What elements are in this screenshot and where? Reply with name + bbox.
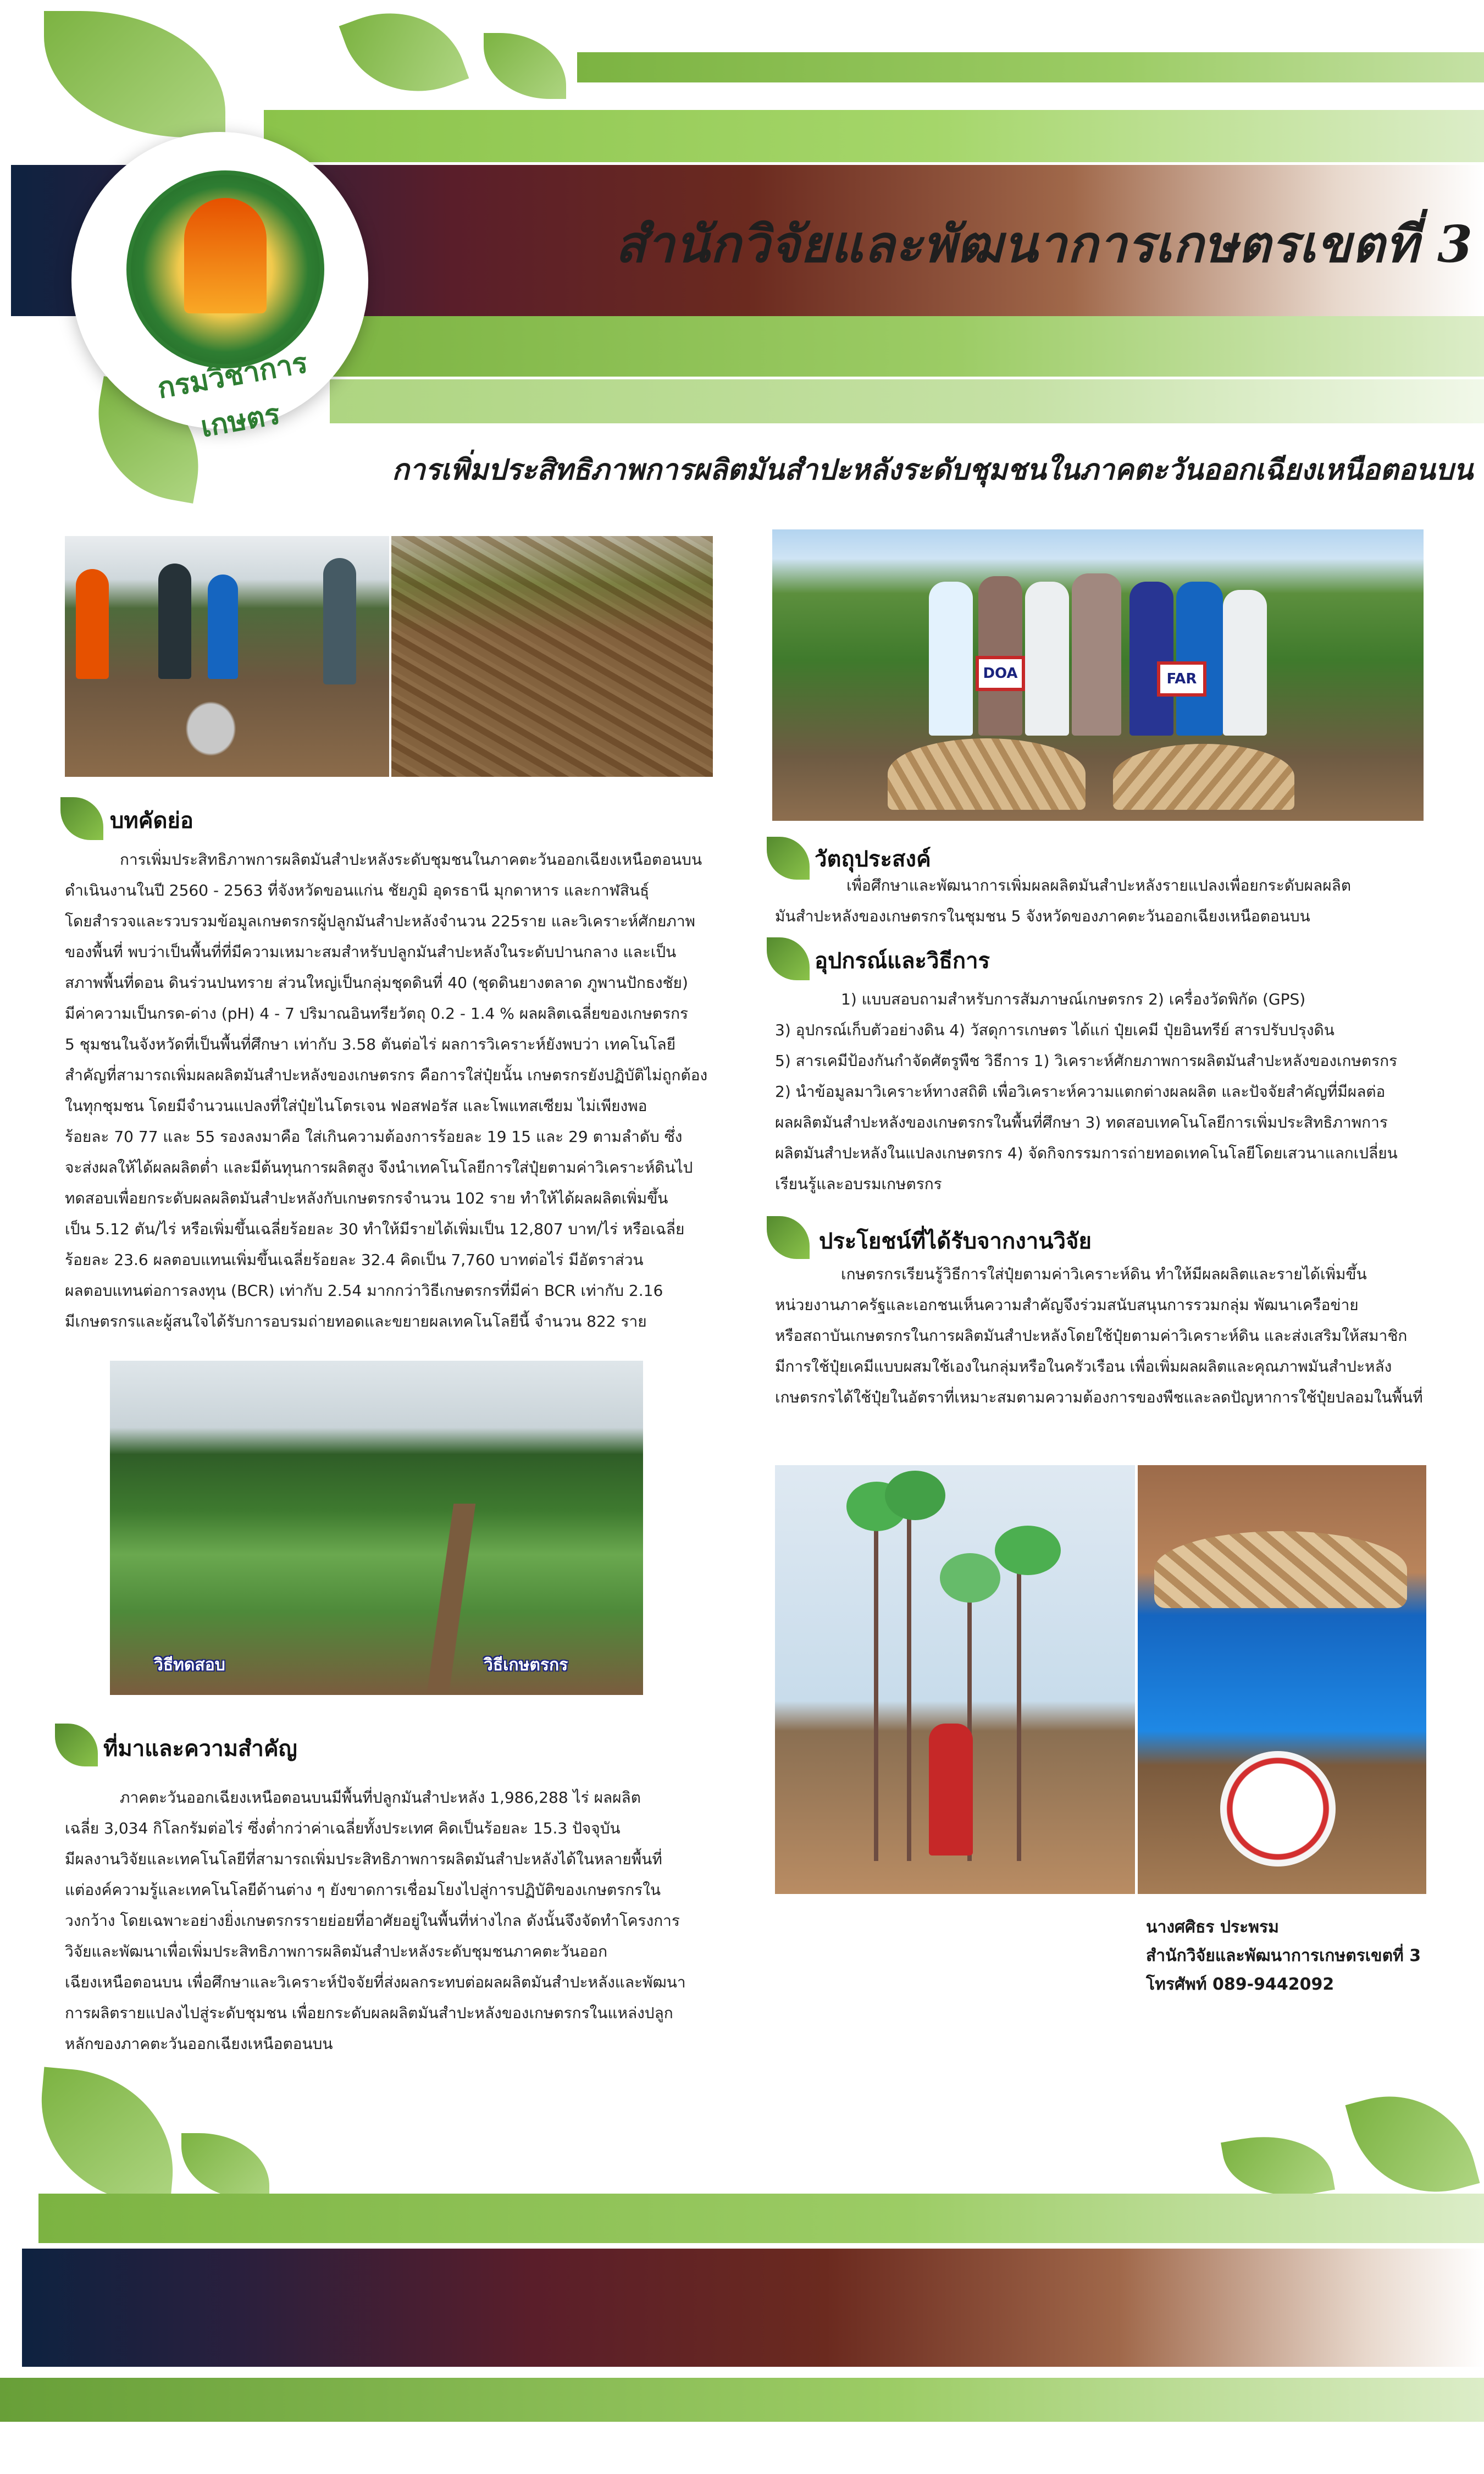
text-line: ของพื้นที่ พบว่าเป็นพื้นที่ที่มีความเหมาะสมสำหรับปลูกมันสำปะหลังในระดับปานกลาง และเป็น	[65, 943, 677, 961]
section-leaf-icon	[60, 797, 103, 840]
text-line: แต่องค์ความรู้และเทคโนโลยีด้านต่าง ๆ ยังขาดการเชื่อมโยงไปสู่การปฏิบัติของเกษตรกรใน	[65, 1881, 661, 1899]
text-line: สำคัญที่สามารถเพิ่มผลผลิตมันสำปะหลังของเกษตรกร คือการใส่ปุ๋ยนั้น เกษตรกรยังปฏิบัติไม่ถูกต้อง	[65, 1066, 708, 1084]
person-figure	[208, 575, 238, 679]
cassava-pile	[1113, 744, 1294, 810]
text-line: หลักของภาคตะวันออกเฉียงเหนือตอนบน	[65, 2035, 333, 2053]
header-stripe	[577, 52, 1484, 82]
text-line: เกษตรกรได้ใช้ปุ๋ยในอัตราที่เหมาะสมตามความต้องการของพืชและลดปัญหาการใช้ปุ๋ยปลอมในพื้นที่	[775, 1388, 1423, 1406]
sign-far: FAR	[1157, 661, 1206, 697]
text-line: การเพิ่มประสิทธิภาพการผลิตมันสำปะหลังระดับชุมชนในภาคตะวันออกเฉียงเหนือตอนบน	[120, 851, 702, 869]
benefits-text	[775, 1259, 1429, 1413]
cassava-heap	[1154, 1531, 1407, 1608]
text-line: ร้อยละ 23.6 ผลตอบแทนเพิ่มขึ้นเฉลี่ยร้อยละ 32.4 คิดเป็น 7,760 บาทต่อไร่ มีอัตราส่วน	[65, 1251, 644, 1269]
text-line: ผลิตมันสำปะหลังในแปลงเกษตรกร 4) จัดกิจกรรมการถ่ายทอดเทคโนโลยีโดยเสวนาแลกเปลี่ยน	[775, 1144, 1398, 1162]
text-line: วิจัยและพัฒนาเพื่อเพิ่มประสิทธิภาพการผลิตมันสำปะหลังระดับชุมชนภาคตะวันออก	[65, 1942, 608, 1961]
text-line: 5) สารเคมีป้องกันกำจัดศัตรูพืช วิธีการ 1) วิเคราะห์ศักยภาพการผลิตมันสำปะหลังของเกษตรกร	[775, 1052, 1398, 1070]
photo-group-harvest	[772, 529, 1424, 821]
text-line: วงกว้าง โดยเฉพาะอย่างยิ่งเกษตรกรรายย่อยที่อาศัยอยู่ในพื้นที่ห่างไกล ดังนั้นจึงจัดทำโครงการ	[65, 1912, 680, 1930]
person-figure	[1223, 590, 1267, 736]
text-line: มีผลงานวิจัยและเทคโนโลยีที่สามารถเพิ่มประสิทธิภาพการผลิตมันสำปะหลังได้ในหลายพื้นที่	[65, 1850, 662, 1868]
text-line: มีเกษตรกรและผู้สนใจได้รับการอบรมถ่ายทอดและขยายผลเทคโนโลยีนี้ จำนวน 822 ราย	[65, 1312, 647, 1330]
field-furrow	[426, 1504, 476, 1695]
text-line: การผลิตรายแปลงไปสู่ระดับชุมชน เพื่อยกระดับผลผลิตมันสำปะหลังของเกษตรกรในแหล่งปลูก	[65, 2004, 673, 2022]
text-line: เพื่อศึกษาและพัฒนาการเพิ่มผลผลิตมันสำปะหลังรายแปลงเพื่อยกระดับผลผลิต	[846, 876, 1351, 894]
person-figure	[1025, 582, 1069, 736]
footer-band	[22, 2249, 1484, 2367]
sign-doa: DOA	[976, 656, 1025, 691]
plant-stem	[874, 1498, 878, 1861]
leaf-decoration	[1345, 2077, 1480, 2212]
text-line: เฉียงเหนือตอนบน เพื่อศึกษาและวิเคราะห์ปัจจัยที่ส่งผลกระทบต่อผลผลิตมันสำปะหลังและพัฒนา	[65, 1973, 686, 1991]
section-title-methods: อุปกรณ์และวิธีการ	[815, 948, 990, 974]
logo-text: กรมวิชาการเกษตร	[154, 346, 311, 444]
footer-stripe	[0, 2378, 1484, 2422]
person-figure	[1072, 573, 1121, 736]
objective-text	[775, 870, 1426, 932]
footer-stripe	[38, 2194, 1484, 2243]
text-line: หน่วยงานภาครัฐและเอกชนเห็นความสำคัญจึงร่วมสนับสนุนการรวมกลุ่ม พัฒนาเครือข่าย	[775, 1296, 1359, 1314]
logo-seal-icon	[184, 198, 267, 313]
person-figure	[158, 564, 191, 679]
methods-text	[775, 984, 1426, 1200]
photo-cassava-basket	[1138, 1465, 1426, 1894]
person-figure	[929, 582, 973, 736]
leaf-decoration	[44, 11, 225, 137]
section-leaf-icon	[767, 1216, 810, 1259]
leaf-decoration	[484, 33, 566, 99]
section-title-objective: วัตถุประสงค์	[815, 847, 931, 872]
text-line: 5 ชุมชนในจังหวัดที่เป็นพื้นที่ศึกษา เท่ากับ 3.58 ตันต่อไร่ ผลการวิเคราะห์ยังพบว่า เทคโนโลยี	[65, 1035, 676, 1053]
section-title-background: ที่มาและความสำคัญ	[103, 1736, 297, 1761]
plant-canopy	[940, 1553, 1000, 1603]
text-line: ภาคตะวันออกเฉียงเหนือตอนบนมีพื้นที่ปลูกมันสำปะหลัง 1,986,288 ไร่ ผลผลิต	[120, 1788, 641, 1807]
text-line: จะส่งผลให้ได้ผลผลิตต่ำ และมีต้นทุนการผลิตสูง จึงนำเทคโนโลยีการใส่ปุ๋ยตามค่าวิเคราะห์ดินไป	[65, 1158, 693, 1177]
text-line: ดำเนินงานในปี 2560 - 2563 ที่จังหวัดขอนแก่น ชัยภูมิ อุดรธานี มุกดาหาร และกาฬสินธุ์	[65, 881, 650, 899]
section-title-abstract: บทคัดย่อ	[110, 808, 193, 833]
text-line: มีค่าความเป็นกรด-ด่าง (pH) 4 - 7 ปริมาณอินทรียวัตถุ 0.2 - 1.4 % ผลผลิตเฉลี่ยของเกษตรกร	[65, 1004, 689, 1023]
photo-cassava-roots	[391, 536, 713, 777]
person-figure	[1129, 582, 1173, 736]
text-line: 1) แบบสอบถามสำหรับการสัมภาษณ์เกษตรกร 2) เครื่องวัดพิกัด (GPS)	[841, 990, 1306, 1008]
person-figure	[323, 558, 356, 684]
project-title: การเพิ่มประสิทธิภาพการผลิตมันสำปะหลังระดับชุมชนในภาคตะวันออกเฉียงเหนือตอนบน	[392, 453, 1473, 487]
text-line: ในทุกชุมชน โดยมีจำนวนแปลงที่ใส่ปุ๋ยไนโตรเจน ฟอสฟอรัส และโพแทสเซียม ไม่เพียงพอ	[65, 1097, 647, 1115]
header-stripe	[264, 110, 1484, 162]
abstract-text	[65, 844, 713, 1337]
contact-block	[1146, 1913, 1454, 1999]
text-line: หรือสถาบันเกษตรกรในการผลิตมันสำปะหลังโดยใช้ปุ๋ยตามค่าวิเคราะห์ดิน และส่งเสริมให้สมาชิก	[775, 1327, 1408, 1345]
caption-farmer-plot: วิธีเกษตรกร	[484, 1655, 568, 1675]
plant-stem	[907, 1487, 911, 1861]
photo-farmers-meeting	[65, 536, 389, 777]
contact-name: นางศศิธร ประพรม	[1146, 1918, 1279, 1937]
section-title-benefits: ประโยชน์ที่ได้รับจากงานวิจัย	[819, 1229, 1092, 1254]
section-leaf-icon	[767, 937, 810, 980]
page-title: สำนักวิจัยและพัฒนาการเกษตรเขตที่ 3	[615, 214, 1473, 274]
cassava-pile	[888, 738, 1086, 810]
header-stripe	[330, 379, 1484, 423]
text-line: เรียนรู้และอบรมเกษตรกร	[775, 1175, 942, 1193]
text-line: 3) อุปกรณ์เก็บตัวอย่างดิน 4) วัสดุการเกษตร ได้แก่ ปุ๋ยเคมี ปุ๋ยอินทรีย์ สารปรับปรุงดิน	[775, 1021, 1335, 1039]
text-line: ทดสอบเพื่อยกระดับผลผลิตมันสำปะหลังกับเกษตรกรจำนวน 102 ราย ทำให้ได้ผลผลิตเพิ่มขึ้น	[65, 1189, 668, 1207]
contact-org: สำนักวิจัยและพัฒนาการเกษตรเขตที่ 3	[1146, 1946, 1421, 1965]
text-line: ผลตอบแทนต่อการลงทุน (BCR) เท่ากับ 2.54 มากกว่าวิธีเกษตรกรที่มีค่า BCR เท่ากับ 2.16	[65, 1282, 663, 1300]
leaf-decoration	[339, 0, 469, 114]
background-text	[65, 1782, 713, 2059]
plant-canopy	[995, 1526, 1061, 1575]
contact-phone: โทรศัพท์ 089-9442092	[1146, 1975, 1335, 1994]
text-line: สภาพพื้นที่ดอน ดินร่วนปนทราย ส่วนใหญ่เป็นกลุ่มชุดดินที่ 40 (ชุดดินยางตลาด ภูพานปักธงชัย)	[65, 974, 688, 992]
caption-test-plot: วิธีทดสอบ	[154, 1655, 225, 1675]
leaf-decoration	[181, 2133, 269, 2199]
text-line: มีการใช้ปุ๋ยเคมีแบบผสมใช้เองในกลุ่มหรือในครัวเรือน เพื่อเพิ่มผลผลิตและคุณภาพมันสำปะหลัง	[775, 1357, 1392, 1376]
weighing-scale-icon	[1220, 1751, 1336, 1866]
header-stripe	[308, 316, 1484, 377]
text-line: เฉลี่ย 3,034 กิโลกรัมต่อไร่ ซึ่งต่ำกว่าค่าเฉลี่ยทั้งประเทศ คิดเป็นร้อยละ 15.3 ปัจจุบัน	[65, 1819, 621, 1837]
photo-tall-cassava-plants	[775, 1465, 1135, 1894]
plant-canopy	[885, 1471, 945, 1520]
leaf-decoration	[33, 2067, 181, 2205]
text-line: โดยสำรวจและรวบรวมข้อมูลเกษตรกรผู้ปลูกมันสำปะหลังจำนวน 225ราย และวิเคราะห์ศักยภาพ	[65, 912, 696, 930]
person-figure	[1176, 582, 1223, 736]
text-line: เกษตรกรเรียนรู้วิธีการใส่ปุ๋ยตามค่าวิเคราะห์ดิน ทำให้มีผลผลิตและรายได้เพิ่มขึ้น	[841, 1265, 1367, 1283]
plant-stem	[1017, 1548, 1021, 1861]
section-leaf-icon	[55, 1724, 98, 1766]
person-figure	[929, 1724, 973, 1856]
photo-cassava-field	[110, 1361, 643, 1695]
text-line: มันสำปะหลังของเกษตรกรในชุมชน 5 จังหวัดของภาคตะวันออกเฉียงเหนือตอนบน	[775, 907, 1310, 925]
person-figure	[76, 569, 109, 679]
text-line: ผลผลิตมันสำปะหลังของเกษตรกรในพื้นที่ศึกษา 3) ทดสอบเทคโนโลยีการเพิ่มประสิทธิภาพการ	[775, 1113, 1388, 1131]
text-line: ร้อยละ 70 77 และ 55 รองลงมาคือ ใส่เกินความต้องการร้อยละ 19 15 และ 29 ตามลำดับ ซึ่ง	[65, 1128, 683, 1146]
text-line: 2) นำข้อมูลมาวิเคราะห์ทางสถิติ เพื่อวิเคราะห์ความแตกต่างผลผลิต และปัจจัยสำคัญที่มีผลต่อ	[775, 1083, 1386, 1101]
text-line: เป็น 5.12 ตัน/ไร่ หรือเพิ่มขึ้นเฉลี่ยร้อยละ 30 ทำให้มีรายได้เพิ่มเป็น 12,807 บาท/ไร่ หรือเฉลี่ย	[65, 1220, 685, 1238]
